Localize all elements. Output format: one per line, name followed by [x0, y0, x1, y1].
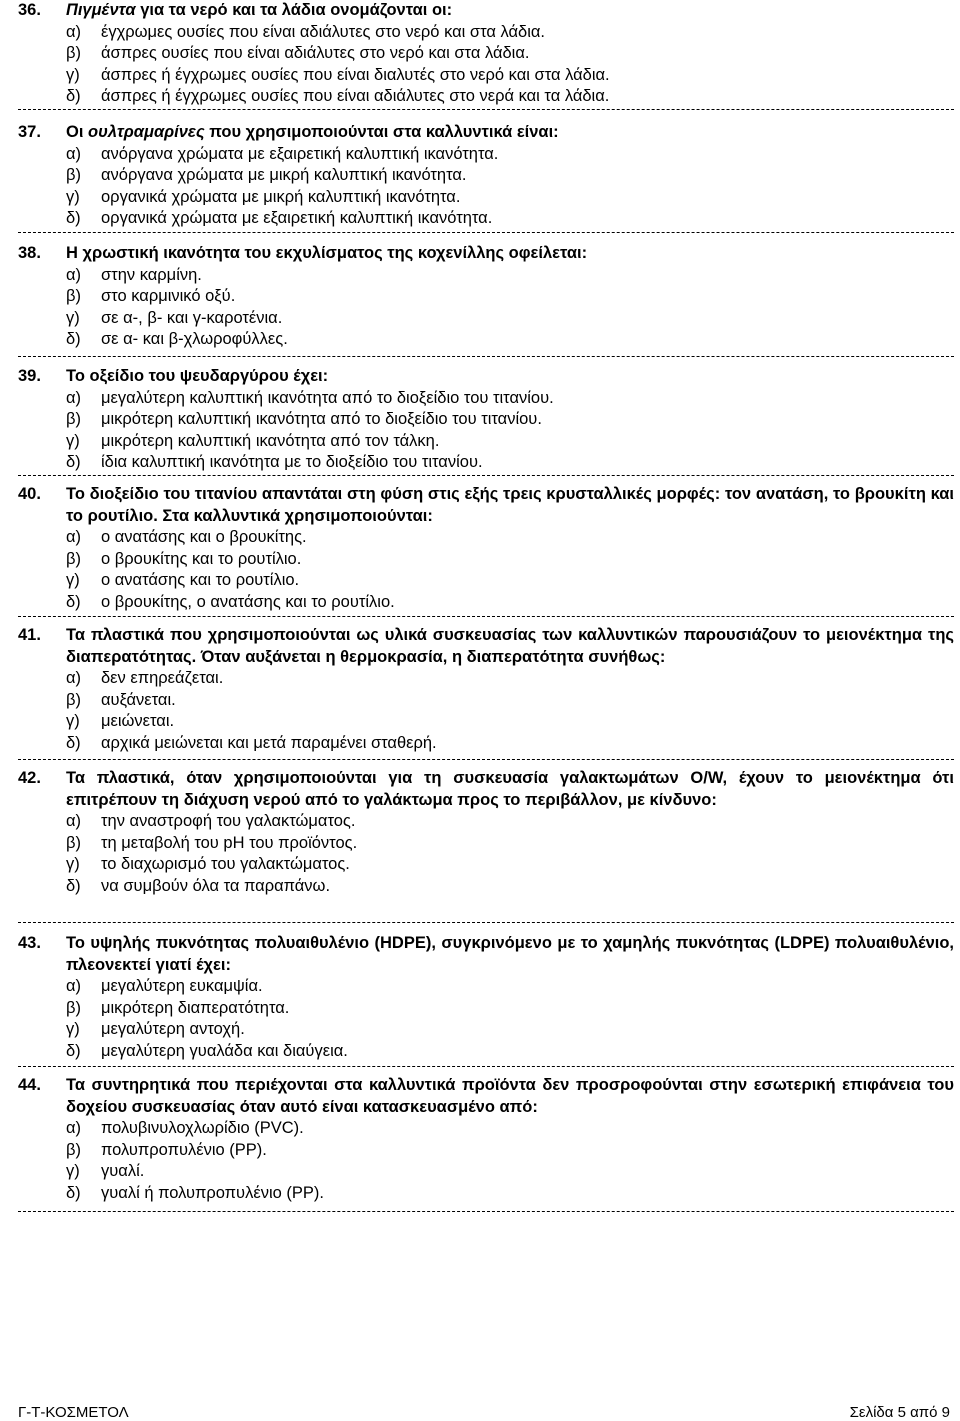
- footer-page-number: Σελίδα 5 από 9: [849, 1404, 950, 1421]
- option-b: β) τη μεταβολή του pH του προϊόντος.: [66, 833, 358, 852]
- separator: [18, 616, 954, 617]
- question-number: 43.: [18, 934, 41, 952]
- option-a: α) δεν επηρεάζεται.: [66, 669, 224, 687]
- option-d: δ) σε α- και β-χλωροφύλλες.: [66, 330, 288, 348]
- question-44: [18, 1075, 954, 1204]
- option-c: γ) οργανικά χρώματα με μικρή καλυπτική ικανότητα.: [66, 187, 461, 206]
- separator: [18, 232, 954, 233]
- separator: [18, 356, 954, 357]
- question-36: [18, 0, 954, 108]
- option-b: β) ανόργανα χρώματα με μικρή καλυπτική ικανότητα.: [66, 166, 467, 184]
- option-a: α) μεγαλύτερη καλυπτική ικανότητα από το διοξείδιο του τιτανίου.: [66, 388, 554, 407]
- question-stem: Τα συντηρητικά που περιέχονται στα καλλυντικά προϊόντα δεν προσροφούνται στην εσωτερική επιφάνεια του δοχείου συσκευασίας όταν αυτό είναι κατασκευασμένο από:: [66, 1076, 954, 1116]
- footer-course-code: Γ-Τ-ΚΟΣΜΕΤΟΛ: [18, 1404, 129, 1421]
- option-a: α) την αναστροφή του γαλακτώματος.: [66, 812, 356, 830]
- option-c: γ) σε α-, β- και γ-καροτένια.: [66, 308, 283, 327]
- question-stem: Οι ουλτραμαρίνες που χρησιμοποιούνται στα καλλυντικά είναι:: [66, 123, 559, 141]
- option-b: β) άσπρες ουσίες που είναι αδιάλυτες στο νερό και στα λάδια.: [66, 44, 530, 62]
- option-b: β) ο βρουκίτης και το ρουτίλιο.: [66, 549, 302, 568]
- question-stem: Το υψηλής πυκνότητας πολυαιθυλένιο (HDPE), συγκρινόμενο με το χαμηλής πυκνότητας (LDPE) πολυαιθυλένιο, πλεονεκτεί γιατί έχει:: [66, 934, 954, 974]
- question-stem: Τα πλαστικά, όταν χρησιμοποιούνται για τη συσκευασία γαλακτωμάτων O/W, έχουν το μειονέκτημα ότι επιτρέπουν τη διάχυση νερού από το γαλάκτωμα προς το περιβάλλον, με κίνδυνο:: [66, 769, 954, 809]
- option-d: δ) ίδια καλυπτική ικανότητα με το διοξείδιο του τιτανίου.: [66, 453, 483, 471]
- option-b: β) μικρότερη καλυπτική ικανότητα από το διοξείδιο του τιτανίου.: [66, 410, 542, 428]
- separator: [18, 475, 954, 476]
- question-number: 39.: [18, 367, 41, 385]
- option-a: α) μεγαλύτερη ευκαμψία.: [66, 977, 263, 995]
- option-c: γ) μεγαλύτερη αντοχή.: [66, 1020, 245, 1038]
- option-d: δ) οργανικά χρώματα με εξαιρετική καλυπτική ικανότητα.: [66, 209, 493, 227]
- option-b: β) πολυπροπυλένιο (PP).: [66, 1140, 267, 1159]
- question-stem: Το διοξείδιο του τιτανίου απαντάται στη φύση στις εξής τρεις κρυσταλλικές μορφές: τον ανατάση, το βρουκίτη και το ρουτίλιο. Στα καλλυντικά χρησιμοποιούνται:: [66, 485, 954, 525]
- option-b: β) στο καρμινικό οξύ.: [66, 287, 236, 305]
- separator: [18, 759, 954, 760]
- option-c: γ) το διαχωρισμό του γαλακτώματος.: [66, 855, 350, 873]
- option-d: δ) γυαλί ή πολυπροπυλένιο (PP).: [66, 1183, 324, 1202]
- option-c: γ) ο ανατάσης και το ρουτίλιο.: [66, 571, 300, 589]
- option-b: β) αυξάνεται.: [66, 690, 176, 709]
- separator: [18, 922, 954, 923]
- option-c: γ) γυαλί.: [66, 1162, 145, 1180]
- option-a: α) στην καρμίνη.: [66, 265, 202, 284]
- separator: [18, 109, 954, 110]
- option-c: γ) μειώνεται.: [66, 712, 175, 730]
- question-stem: Πιγμέντα για τα νερό και τα λάδια ονομάζονται οι:: [66, 1, 453, 19]
- option-a: α) πολυβινυλοχλωρίδιο (PVC).: [66, 1119, 304, 1137]
- option-a: α) έγχρωμες ουσίες που είναι αδιάλυτες στο νερό και στα λάδια.: [66, 22, 546, 41]
- option-c: γ) μικρότερη καλυπτική ικανότητα από τον τάλκη.: [66, 431, 440, 450]
- question-37: [18, 122, 954, 230]
- question-number: 40.: [18, 485, 41, 503]
- question-stem: Το οξείδιο του ψευδαργύρου έχει:: [66, 367, 329, 385]
- option-c: γ) άσπρες ή έγχρωμες ουσίες που είναι διαλυτές στο νερό και στα λάδια.: [66, 65, 610, 84]
- question-number: 38.: [18, 244, 41, 262]
- option-a: α) ανόργανα χρώματα με εξαιρετική καλυπτική ικανότητα.: [66, 144, 499, 163]
- question-stem: Η χρωστική ικανότητα του εκχυλίσματος της κοχενίλλης οφείλεται:: [66, 244, 588, 262]
- option-d: δ) αρχικά μειώνεται και μετά παραμένει σταθερή.: [66, 733, 437, 752]
- question-number: 42.: [18, 769, 41, 787]
- option-a: α) ο ανατάσης και ο βρουκίτης.: [66, 528, 307, 546]
- separator: [18, 1211, 954, 1212]
- question-stem: Τα πλαστικά που χρησιμοποιούνται ως υλικά συσκευασίας των καλλυντικών παρουσιάζουν το μειονέκτημα της διαπερατότητας. Όταν αυξάνεται η θερμοκρασία, η διαπερατότητα συνήθως:: [66, 626, 954, 666]
- option-d: δ) ο βρουκίτης, ο ανατάσης και το ρουτίλιο.: [66, 592, 395, 611]
- question-40: [18, 484, 954, 613]
- option-b: β) μικρότερη διαπερατότητα.: [66, 998, 290, 1017]
- option-d: δ) μεγαλύτερη γυαλάδα και διαύγεια.: [66, 1041, 348, 1060]
- question-number: 36.: [18, 1, 41, 19]
- question-41: [18, 625, 954, 754]
- option-d: δ) να συμβούν όλα τα παραπάνω.: [66, 876, 331, 895]
- separator: [18, 1066, 954, 1067]
- question-38: [18, 243, 954, 351]
- question-43: [18, 933, 954, 1062]
- question-number: 37.: [18, 123, 41, 141]
- question-number: 41.: [18, 626, 41, 644]
- question-number: 44.: [18, 1076, 41, 1094]
- question-39: [18, 366, 954, 474]
- question-42: [18, 768, 954, 897]
- option-d: δ) άσπρες ή έγχρωμες ουσίες που είναι αδιάλυτες στο νερά και τα λάδια.: [66, 87, 610, 105]
